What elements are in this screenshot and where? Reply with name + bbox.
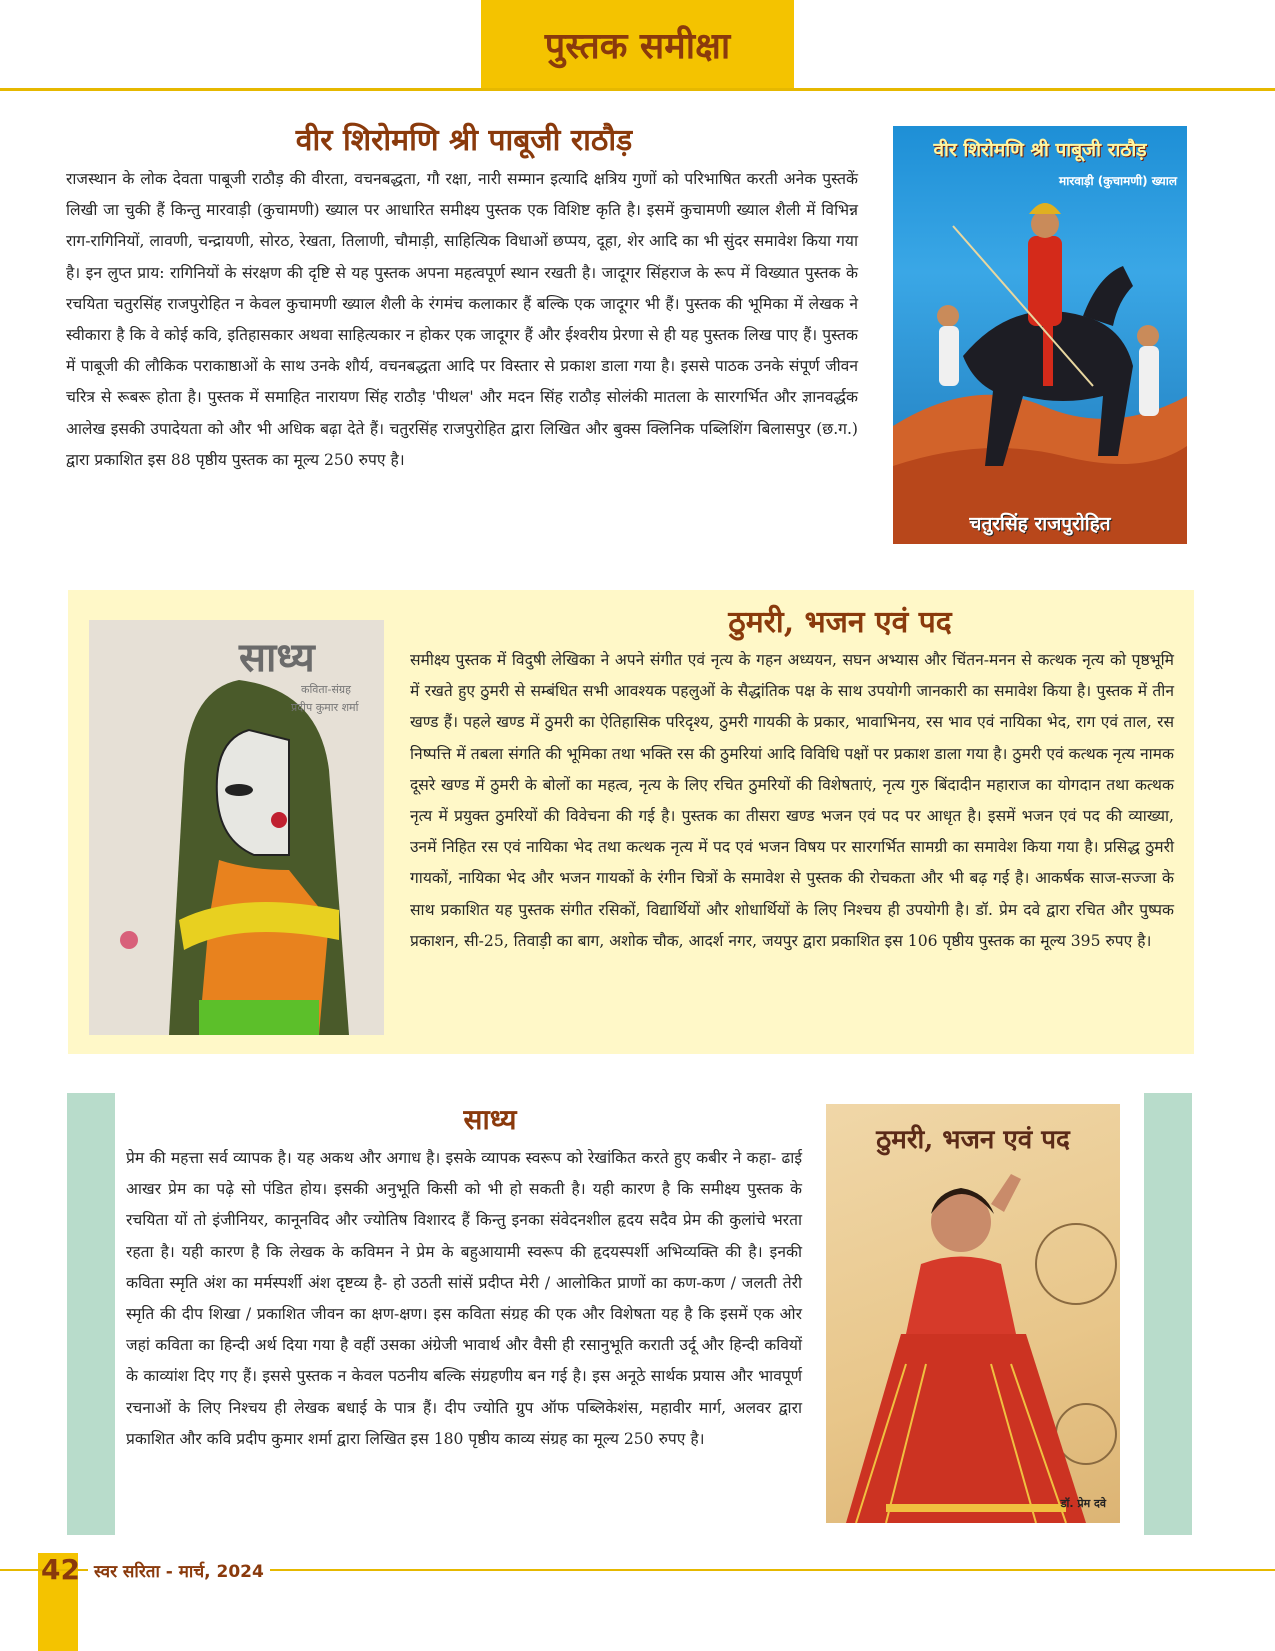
review-3-body: प्रेम की महत्ता सर्व व्यापक है। यह अकथ और अगाध है। इसके व्यापक स्वरूप को रेखांकित करते हुए कबीर ने कहा- ढाई आखर प्रेम का पढ़े सो पंडित होय। इसकी अनुभूति किसी को भी हो सकती है। यही कारण है कि समीक्ष्य पुस्तक के रचयिता यों तो इंजीनियर, कानूनविद और ज्योतिष विशारद हैं किन्तु इनका संवेदनशील हृदय सदैव प्रेम की कुलांचे भरता रहता है। यही कारण है कि लेखक के कविमन ने प्रेम के बहुआयामी स्वरूप की हृदयस्पर्शी अभिव्यक्ति की है। इनकी कविता स्मृति अंश का मर्मस्पर्शी अंश दृष्टव्य है- हो उठती सांसें प्रदीप्त मेरी / आलोकित प्राणों का कण-कण / जलती तेरी स्मृति की दीप शिखा / प्रकाशित जीवन का क्षण-क्षण। इस कविता संग्रह की एक और विशेषता यह है कि इसमें एक ओर जहां कविता का हिन्दी अर्थ दिया गया है वहीं उसका अंग्रेजी भावार्थ और वैसी ही रसानुभूति कराती उर्दू और हिन्दी कवियों के काव्यांश दिए गए हैं। इससे पुस्तक न केवल पठनीय बल्कि संग्रहणीय बन गई है। इस अनूठे सार्थक प्रयास और भावपूर्ण रचनाओं के लिए निश्चय ही लेखक बधाई के पात्र हैं। दीप ज्योति ग्रुप ऑफ पब्लिकेशंस, महावीर मार्ग, अलवर द्वारा प्रकाशित और कवि प्रदीप कुमार शर्मा द्वारा लिखित इस 180 पृष्ठीय काव्य संग्रह का मूल्य 250 रुपए है। xyxy=(126,1149,802,1448)
review-1-cover-subtitle: मारवाड़ी (कुचामणी) ख्याल xyxy=(1059,174,1177,188)
review-1-cover-author: चतुरसिंह राजपुरोहित xyxy=(969,513,1111,535)
footer-magazine-issue: स्वर सरिता - मार्च, 2024 xyxy=(88,1559,270,1582)
review-3-cover-title: ठुमरी, भजन एवं पद xyxy=(876,1125,1070,1155)
section-header-tab xyxy=(481,0,794,88)
review-1-body: राजस्थान के लोक देवता पाबूजी राठौड़ की वीरता, वचनबद्धता, गौ रक्षा, नारी सम्मान इत्यादि क्षत्रिय गुणों को परिभाषित करती अनेक पुस्तकें लिखी जा चुकी हैं किन्तु मारवाड़ी (कुचामणी) ख्याल पर आधारित समीक्ष्य पुस्तक एक विशिष्ट कृति है। इसमें कुचामणी ख्याल शैली में विभिन्न राग-रागिनियों, लावणी, चन्द्रायणी, सोरठ, रेखता, तिलाणी, चौमाड़ी, साहित्यिक विधाओं छप्पय, दूहा, शेर आदि का भी सुंदर समावेश किया गया है। इन लुप्त प्राय: रागिनियों के संरक्षण की दृष्टि से यह पुस्तक अपना महत्वपूर्ण स्थान रखती है। जादूगर सिंहराज के रूप में विख्यात पुस्तक के रचयिता चतुरसिंह राजपुरोहित न केवल कुचामणी ख्याल शैली के रंगमंच कलाकार हैं बल्कि एक जादूगर भी हैं। पुस्तक की भूमिका में लेखक ने स्वीकारा है कि वे कोई कवि, इतिहासकार अथवा साहित्यकार न होकर एक जादूगर हैं और ईश्वरीय प्रेरणा से ही यह पुस्तक लिख पाए हैं। पुस्तक में पाबूजी की लौकिक पराकाष्ठाओं के साथ उनके शौर्य, वचनबद्धता आदि पर विस्तार से प्रकाश डाला गया है। इससे पाठक उनके संपूर्ण जीवन चरित्र से रूबरू होता है। पुस्तक में समाहित नारायण सिंह राठौड़ 'पीथल' और मदन सिंह राठौड़ सोलंकी मातला के सारगर्भित और ज्ञानवर्द्धक आलेख इसकी उपादेयता को और भी अधिक बढ़ा देते हैं। चतुरसिंह राजपुरोहित द्वारा लिखित और बुक्स क्लिनिक पब्लिशिंग बिलासपुर (छ.ग.) द्वारा प्रकाशित इस 88 पृष्ठीय पुस्तक का मूल्य 250 रुपए है। xyxy=(66,170,858,469)
review-2-book-cover xyxy=(89,620,384,1035)
review-2-cover-author: प्रदीप कुमार शर्मा xyxy=(291,701,359,714)
section-title: पुस्तक समीक्षा xyxy=(544,25,731,67)
review-2-cover-subtitle: कविता-संग्रह xyxy=(301,683,351,696)
review-1-cover-title: वीर शिरोमणि श्री पाबूजी राठौड़ xyxy=(933,139,1147,161)
review-2-body: समीक्ष्य पुस्तक में विदुषी लेखिका ने अपने संगीत एवं नृत्य के गहन अध्ययन, सघन अभ्यास और चिंतन-मनन से कत्थक नृत्य को पृष्ठभूमि में रखते हुए ठुमरी से सम्बंधित सभी आवश्यक पहलुओं के सैद्धांतिक पक्ष के साथ उपयोगी जानकारी का समावेश किया है। पुस्तक में तीन खण्ड हैं। पहले खण्ड में ठुमरी का ऐतिहासिक परिदृश्य, ठुमरी गायकी के प्रकार, भावाभिनय, रस भाव एवं नायिका भेद, राग एवं ताल, रस निष्पत्ति में तबला संगति की भूमिका तथा भक्ति रस की ठुमरियां आदि विविधि पक्षों पर प्रकाश डाला गया है। ठुमरी एवं कत्थक नृत्य नामक दूसरे खण्ड में ठुमरी के बोलों का महत्व, नृत्य के लिए रचित ठुमरियों की विशेषताएं, नृत्य गुरु बिंदादीन महाराज का योगदान तथा कत्थक नृत्य में प्रयुक्त ठुमरियों की विवेचना की गई है। पुस्तक का तीसरा खण्ड भजन एवं पद पर आधृत है। इसमें भजन एवं पद की व्याख्या, उनमें निहित रस एवं नायिका भेद तथा कत्थक नृत्य में पद एवं भजन विषय पर सारगर्भित सामग्री का समावेश किया गया है। प्रसिद्ध ठुमरी गायकों, नायिका भेद और भजन गायकों के रंगीन चित्रों के समावेश से पुस्तक की रोचकता और भी बढ़ गई है। आकर्षक साज-सज्जा के साथ प्रकाशित यह पुस्तक संगीत रसिकों, विद्यार्थियों और शोधार्थियों के लिए निश्चय ही उपयोगी है। डॉ. प्रेम दवे द्वारा रचित और पुष्पक प्रकाशन, सी-25, तिवाड़ी का बाग, अशोक चौक, आदर्श नगर, जयपुर द्वारा प्रकाशित इस 106 पृष्ठीय पुस्तक का मूल्य 395 रुपए है। xyxy=(410,651,1175,950)
review-3-book-cover xyxy=(826,1104,1120,1523)
review-3-left-bar xyxy=(67,1093,115,1535)
review-3-right-bar xyxy=(1144,1093,1192,1535)
page-number: 42 xyxy=(41,1553,80,1586)
review-1-title: वीर शिरोमणि श्री पाबूजी राठौड़ xyxy=(295,123,633,158)
review-3-title: साध्य xyxy=(463,1103,517,1136)
dancer-photo-illustration xyxy=(826,1104,1120,1523)
header-rule xyxy=(0,88,1275,91)
review-2-cover-title: साध्य xyxy=(239,634,315,681)
review-2-title: ठुमरी, भजन एवं पद xyxy=(728,605,952,640)
review-3-cover-author: डॉ. प्रेम दवे xyxy=(1060,1497,1106,1510)
review-1-book-cover xyxy=(893,126,1187,544)
